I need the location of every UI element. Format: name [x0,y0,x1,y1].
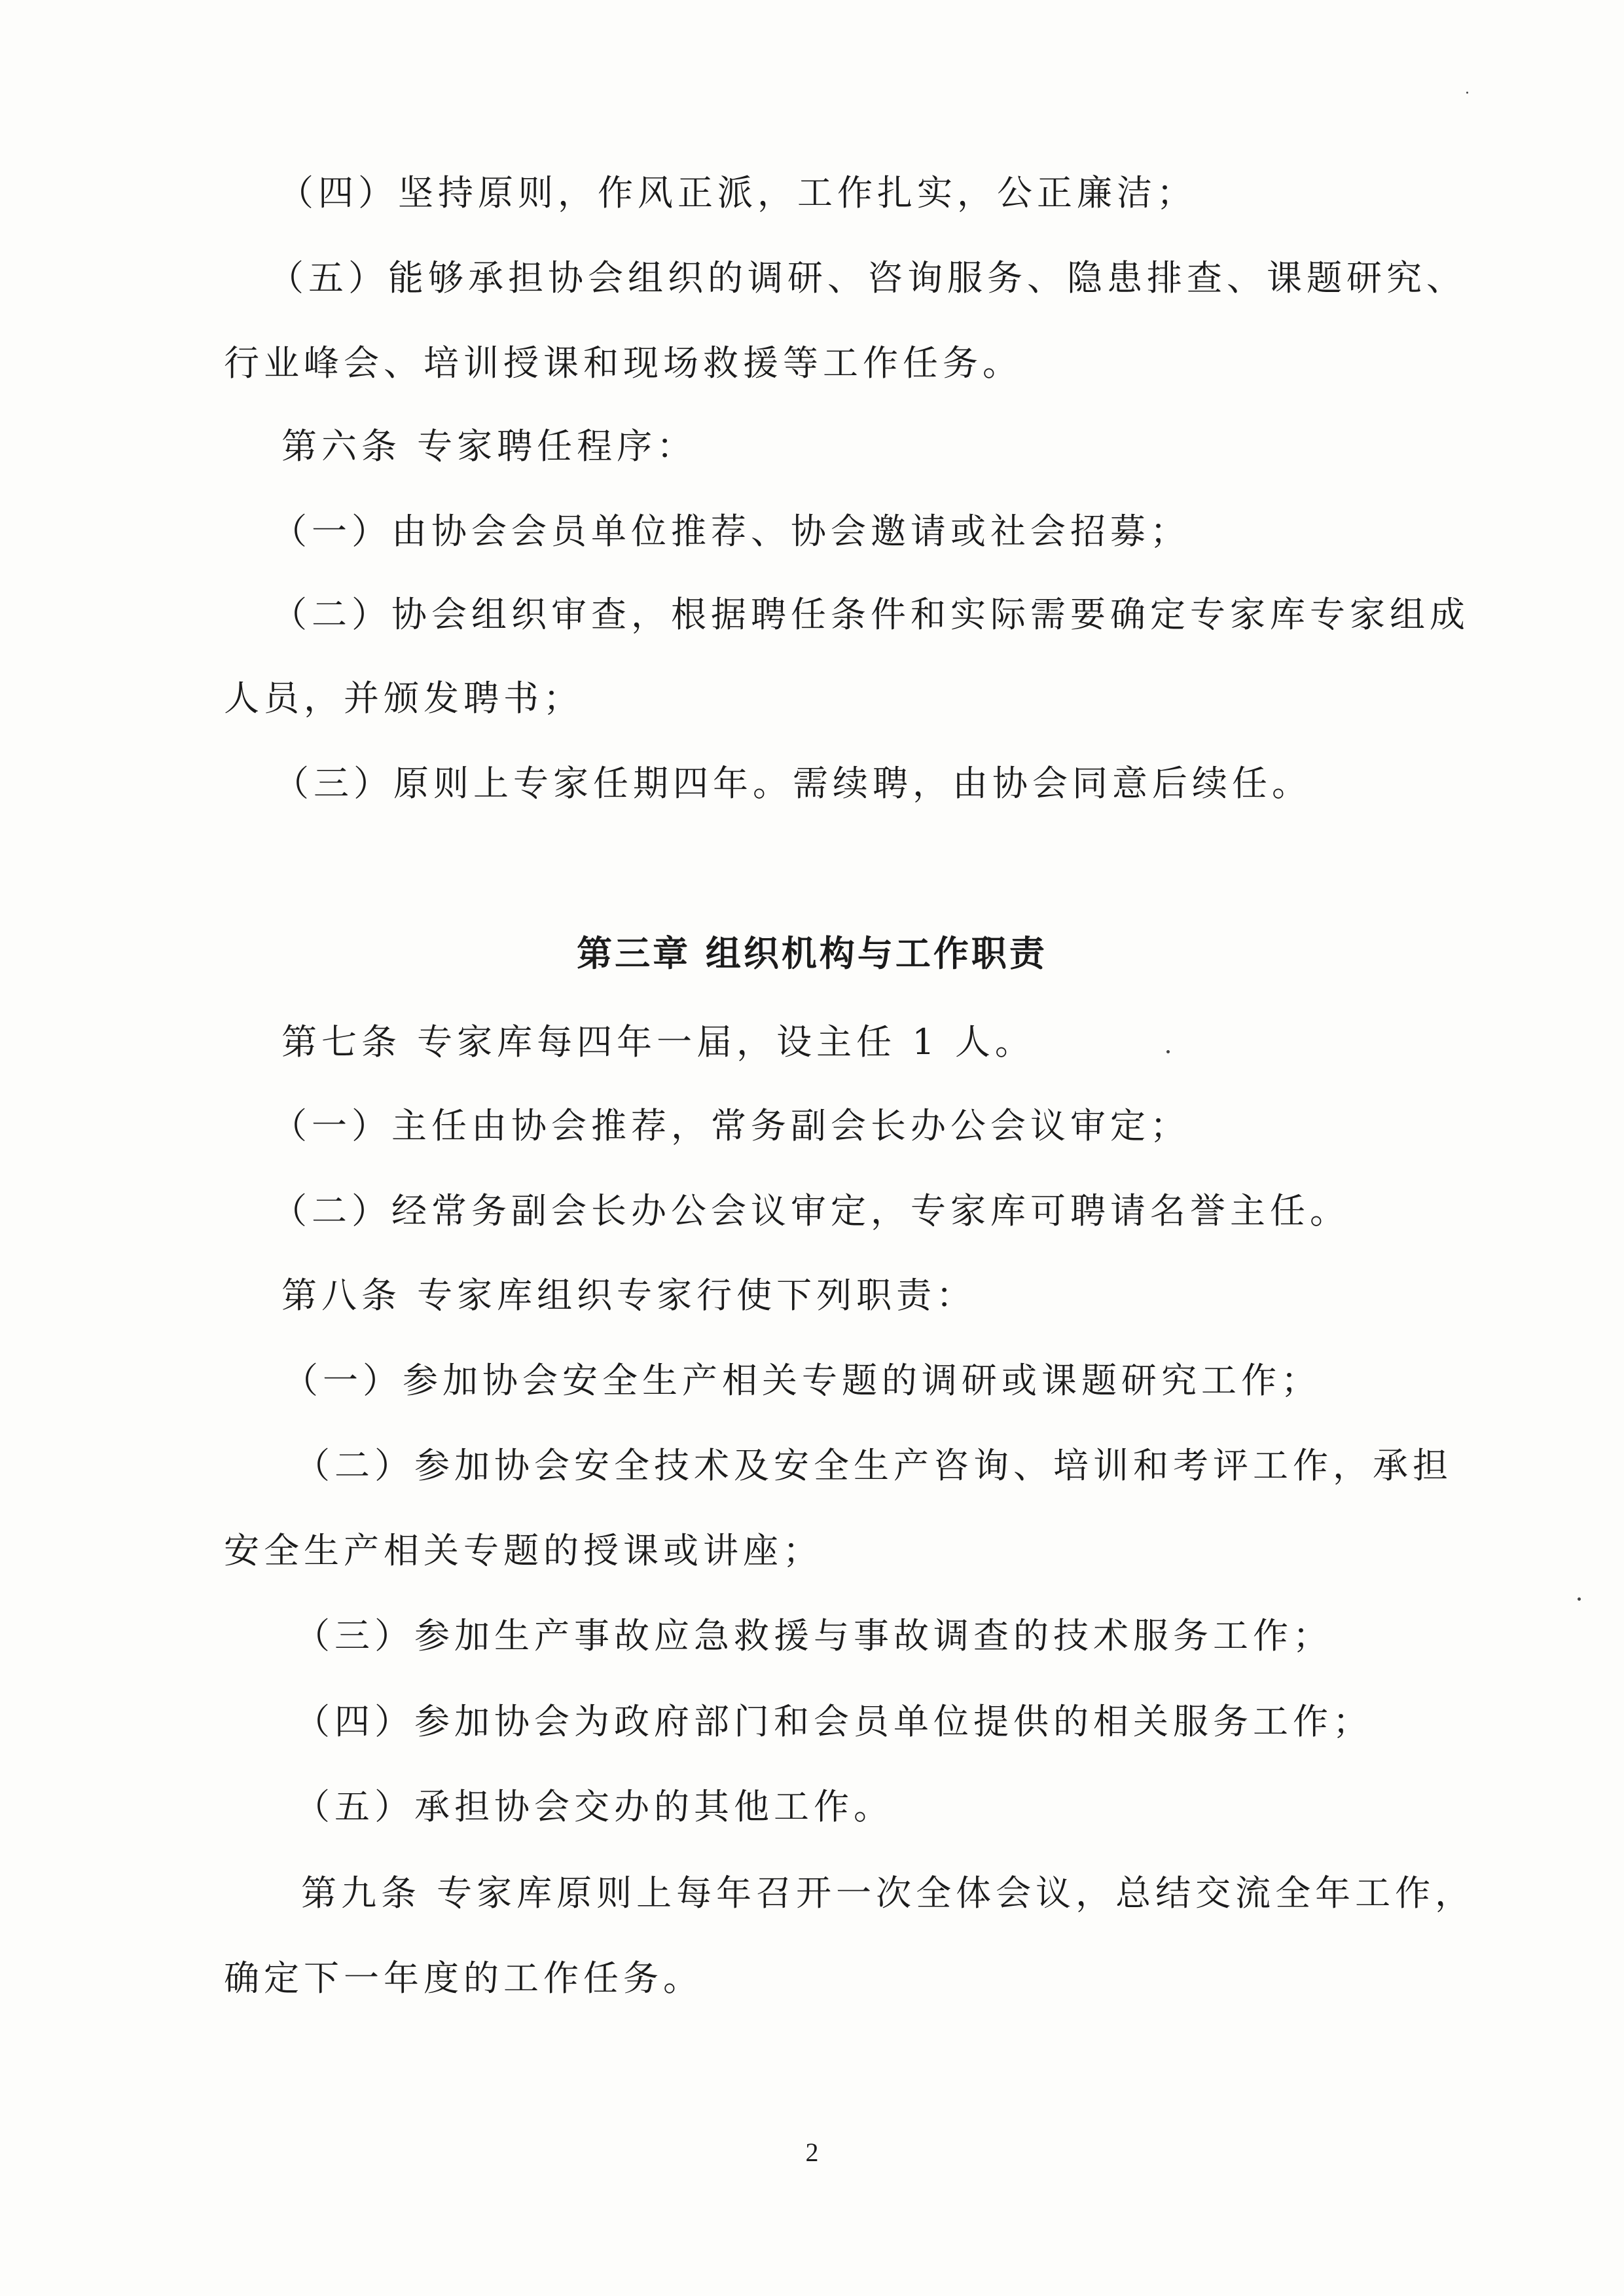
text-line: 人员，并颁发聘书； [224,678,583,719]
text-line: （三）原则上专家任期四年。需续聘，由协会同意后续任。 [274,763,1312,804]
text-line: （一）参加协会安全生产相关专题的调研或课题研究工作； [283,1360,1321,1401]
text-line: （四）坚持原则，作风正派，工作扎实，公正廉洁； [278,172,1197,213]
scan-speck [1466,92,1468,94]
text-line: （二）经常务副会长办公会议审定，专家库可聘请名誉主任。 [272,1190,1350,1231]
scan-speck [1578,1597,1581,1601]
text-line: （一）由协会会员单位推荐、协会邀请或社会招募； [272,511,1190,552]
text-line: 安全生产相关专题的授课或讲座； [224,1530,823,1571]
text-line: （四）参加协会为政府部门和会员单位提供的相关服务工作； [295,1701,1373,1742]
text-line: （二）参加协会安全技术及安全生产咨询、培训和考评工作，承担 [295,1445,1453,1486]
text-line: （五）承担协会交办的其他工作。 [295,1786,893,1827]
text-line: （三）参加生产事故应急救援与事故调查的技术服务工作； [295,1615,1333,1656]
scan-speck [1166,1050,1170,1053]
text-line: （一）主任由协会推荐，常务副会长办公会议审定； [272,1105,1190,1146]
article-heading: 第九条 专家库原则上每年召开一次全体会议，总结交流全年工作， [301,1872,1475,1914]
page-number: 2 [805,2138,819,2167]
text-line: 行业峰会、培训授课和现场救援等工作任务。 [224,342,1022,384]
text-line: （五）能够承担协会组织的调研、咨询服务、隐患排查、课题研究、 [268,257,1466,299]
article-heading: 第六条 专家聘任程序： [281,426,697,467]
article-heading: 第七条 专家库每四年一届，设主任 1 人。 [281,1021,1035,1063]
article-heading: 第八条 专家库组织专家行使下列职责： [281,1275,977,1316]
chapter-heading: 第三章 组织机构与工作职责 [577,933,1047,974]
text-line: （二）协会组织审查，根据聘任条件和实际需要确定专家库专家组成 [272,594,1470,635]
text-line: 确定下一年度的工作任务。 [224,1958,703,1999]
